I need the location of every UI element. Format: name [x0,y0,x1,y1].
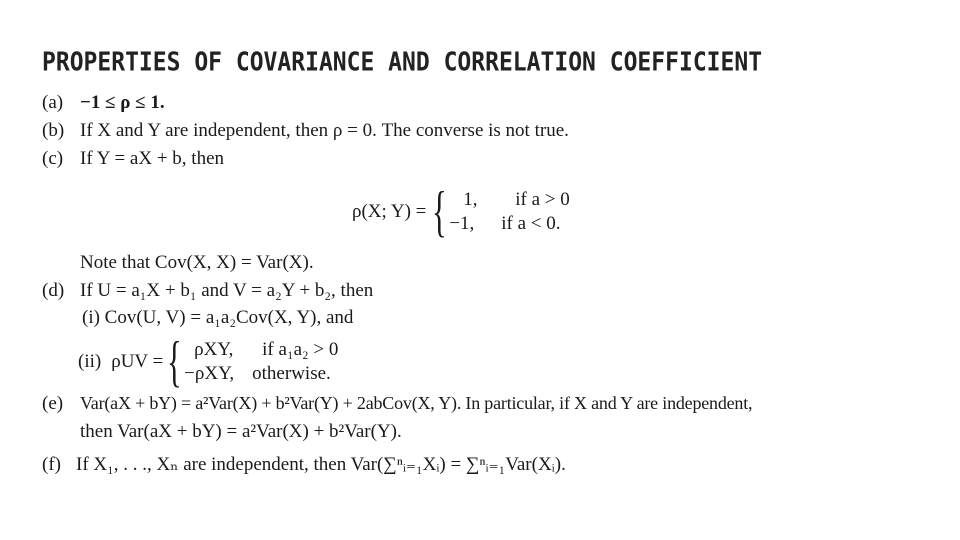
item-b-text: If X and Y are independent, then ρ = 0. The converse is not true. [80,120,569,141]
item-e-label: (e) [42,393,64,414]
formula-c-lhs: ρ(X; Y) = [352,201,427,222]
formula-c [352,181,570,243]
formula-d-ii-row2-val: −ρXY, [184,363,235,384]
formula-d-ii-lhs: ρUV = [111,351,164,372]
left-brace-icon: { [167,331,183,393]
item-a-label: (a) [42,92,64,113]
item-e [42,393,752,415]
left-brace-icon: { [432,181,448,243]
item-f-label: (f) [42,454,61,475]
note: Note that Cov(X, X) = Var(X). [80,252,314,273]
formula-d-ii [78,331,339,393]
formula-c-row2-cond: if a < 0. [501,213,561,234]
item-d-label: (d) [42,280,65,301]
formula-c-row2-val: −1, [449,213,475,234]
item-b [42,120,569,142]
item-c-text: If Y = aX + b, then [80,148,225,169]
item-e-line1: Var(aX + bY) = a²Var(X) + b²Var(Y) + 2abCov(X, Y). In particular, if X and Y are independent, [80,393,753,413]
formula-d-ii-row2-cond: otherwise. [252,363,331,384]
item-e-line2: then Var(aX + bY) = a²Var(X) + b²Var(Y). [80,421,402,442]
item-d-text: If U = a₁X + b₁ and V = a₂Y + b₂, then [80,280,374,301]
formula-d-ii-row1-val: ρXY, [194,339,234,360]
formula-d-ii-row1-cond: if a₁a₂ > 0 [262,339,339,360]
item-f [42,453,566,476]
item-a-text: −1 ≤ ρ ≤ 1. [80,92,165,113]
item-f-text: If X₁, . . ., Xₙ are independent, then Var(∑ⁿᵢ₌₁Xᵢ) = ∑ⁿᵢ₌₁Var(Xᵢ). [76,454,566,475]
slide-title: PROPERTIES OF COVARIANCE AND CORRELATION COEFFICIENT [42,48,763,78]
formula-d-ii-label: (ii) [78,351,102,372]
formula-c-row1-cond: if a > 0 [515,189,570,210]
item-c-label: (c) [42,148,64,169]
formula-c-row1-val: 1, [463,189,478,210]
item-c [42,148,224,170]
item-b-label: (b) [42,120,65,141]
item-d [42,280,373,302]
item-d-i: (i) Cov(U, V) = a₁a₂Cov(X, Y), and [82,307,354,328]
item-a [42,92,165,114]
